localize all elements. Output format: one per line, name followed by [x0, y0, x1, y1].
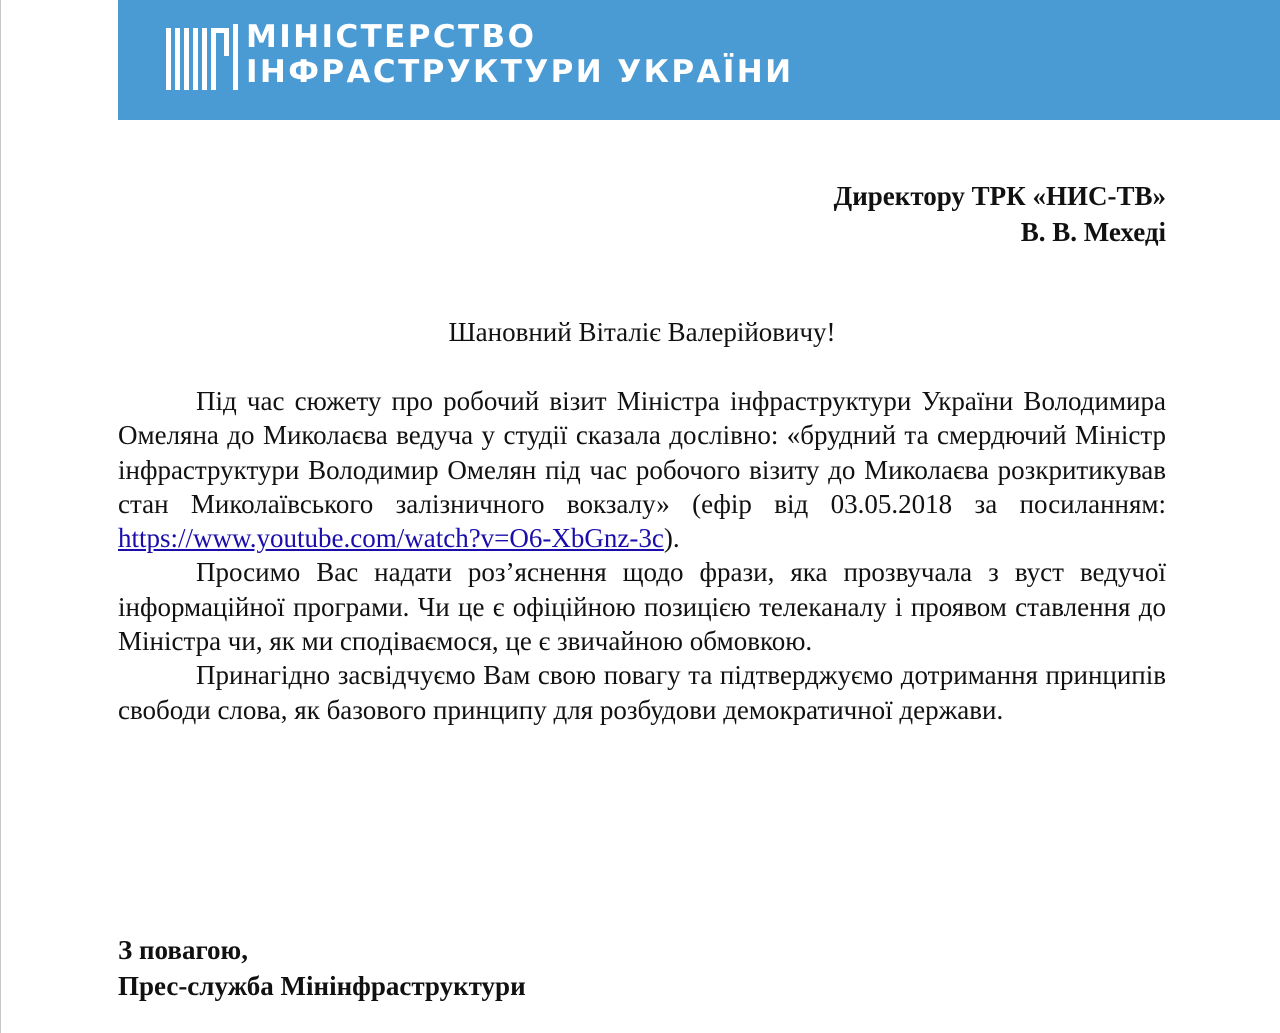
- addressee-name: В. В. Мехеді: [1020, 217, 1166, 247]
- signature-block: [118, 932, 526, 1004]
- ministry-name-line2: ІНФРАСТРУКТУРИ УКРАЇНИ: [246, 54, 794, 90]
- addressee-position: Директору ТРК «НИС-ТВ»: [833, 181, 1166, 211]
- signature-sender: Прес-служба Мінінфраструктури: [118, 971, 526, 1001]
- addressee-block: [834, 178, 1166, 250]
- paragraph-incident-text: Під час сюжету про робочий візит Міністра інфраструктури України Володимира Омеляна до Миколаєва ведуча у студії сказала дослівно: «брудний та смердючий Міністр інфраструктури Володимир Омелян під час робочого візиту до Миколаєва розкритикував стан Миколаївського залізничного вокзалу» (ефір від 03.05.2018 за посиланням:: [118, 386, 1166, 519]
- salutation: Шановний Віталіє Валерійовичу!: [448, 317, 836, 347]
- page-edge: [0, 0, 1, 1033]
- ministry-emblem-icon: [166, 24, 238, 90]
- letterhead-notch: [118, 120, 1166, 132]
- youtube-link[interactable]: https://www.youtube.com/watch?v=O6-XbGnz-3c: [118, 523, 664, 554]
- paragraph-incident: [118, 384, 1166, 555]
- ministry-name: [246, 20, 793, 90]
- signature-closing: З повагою,: [118, 935, 248, 965]
- paragraph-incident-tail: ).: [663, 523, 680, 554]
- ministry-name-line1: МІНІСТЕРСТВО: [246, 19, 537, 55]
- letter-body: [118, 384, 1166, 727]
- paragraph-closing: Принагідно засвідчуємо Вам свою повагу та підтверджуємо дотримання принципів свободи слова, як базового принципу для розбудови демократичної держави.: [118, 660, 1166, 725]
- paragraph-request: Просимо Вас надати роз’яснення щодо фрази, яка прозвучала з вуст ведучої інформаційної програми. Чи це є офіційною позицією телеканалу і проявом ставлення до Міністра чи, як ми сподіваємося, це є звичайною обмовкою.: [118, 557, 1166, 657]
